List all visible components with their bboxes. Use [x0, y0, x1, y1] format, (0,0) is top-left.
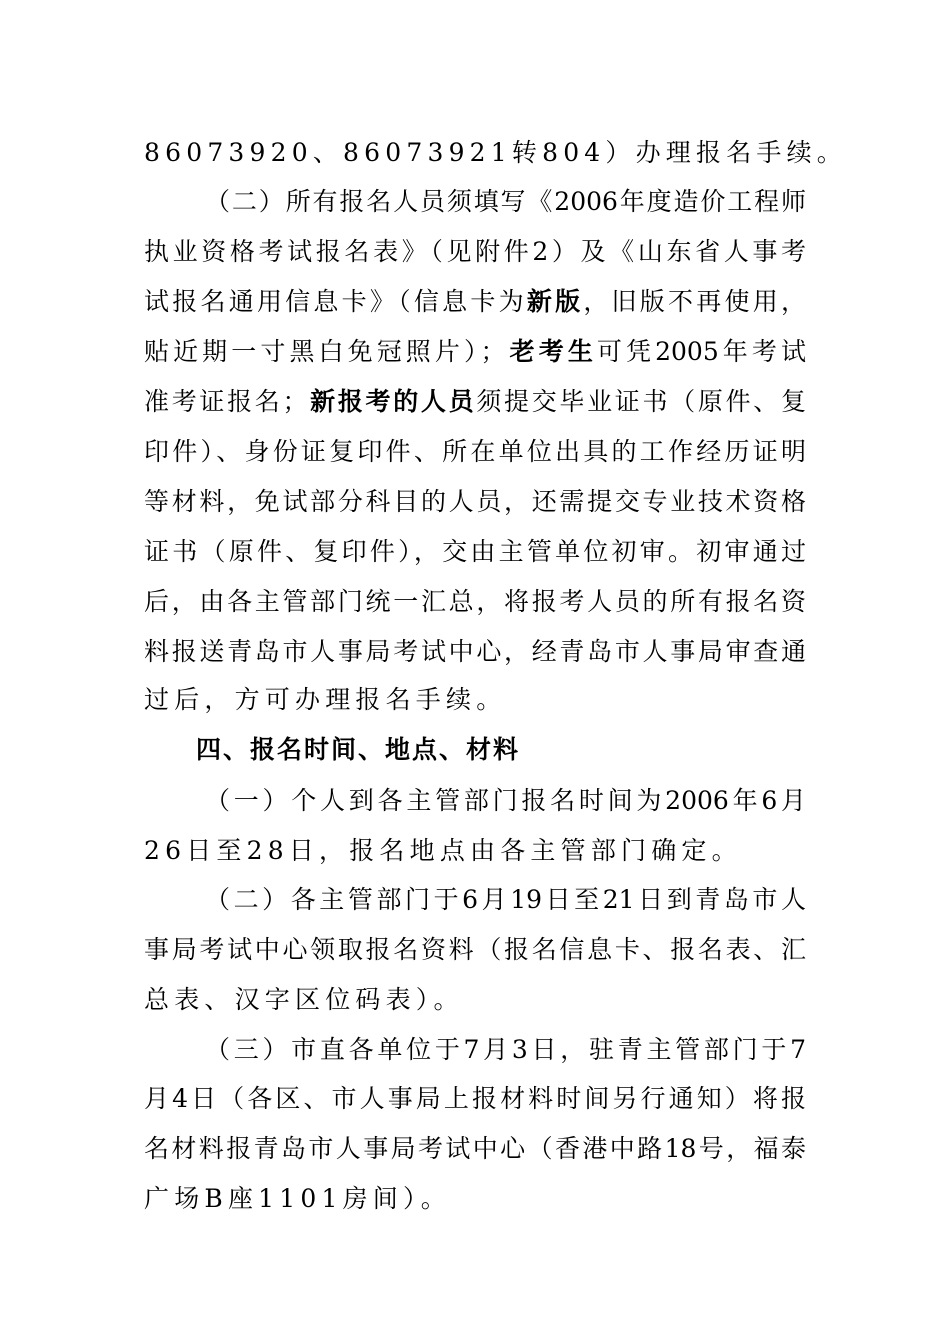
text-line: 广场B座1101房间）。: [144, 1184, 451, 1213]
text-run: 贴近期一寸黑白免冠照片）；: [144, 337, 506, 366]
text-line: 总表、汉字区位码表）。: [144, 985, 464, 1014]
text-line: 86073920、86073921转804）办理报名手续。: [144, 138, 848, 167]
text-run: ，旧版不再使用，: [583, 287, 806, 316]
text-line: （一）个人到各主管部门报名时间为2006年6月: [205, 786, 806, 815]
text-line: （二）所有报名人员须填写《2006年度造价工程师: [205, 187, 806, 216]
text-line: 月4日（各区、市人事局上报材料时间另行通知）将报: [144, 1084, 806, 1113]
text-line: （二）各主管部门于6月19日至21日到青岛市人: [205, 885, 806, 914]
text-run: 须提交毕业证书（原件、复: [476, 387, 806, 416]
text-line: [144, 285, 806, 319]
bold-text-run: 老考生: [505, 337, 597, 366]
text-line: [144, 335, 806, 369]
text-line: 名材料报青岛市人事局考试中心（香港中路18号，福泰: [144, 1134, 806, 1163]
text-line: [144, 385, 806, 419]
text-run: 准考证报名；: [144, 387, 308, 416]
text-line: 等材料，免试部分科目的人员，还需提交专业技术资格: [144, 487, 806, 516]
text-line: 料报送青岛市人事局考试中心，经青岛市人事局审查通: [144, 637, 806, 666]
text-line: 执业资格考试报名表》（见附件2）及《山东省人事考: [144, 237, 806, 266]
text-line: 证书（原件、复印件），交由主管单位初审。初审通过: [144, 537, 806, 566]
text-line: 后，由各主管部门统一汇总，将报考人员的所有报名资: [144, 587, 806, 616]
text-run: 试报名通用信息卡》（信息卡为: [144, 287, 527, 316]
text-line: 印件）、身份证复印件、所在单位出具的工作经历证明: [144, 437, 806, 466]
text-run: 可凭2005年考试: [596, 337, 806, 366]
bold-text-run: 新版: [526, 287, 584, 316]
section-heading: 四、报名时间、地点、材料: [196, 735, 521, 764]
text-line: 26日至28日，报名地点由各主管部门确定。: [144, 836, 742, 865]
bold-text-run: 新报考的人员: [307, 387, 477, 416]
text-line: 过后，方可办理报名手续。: [144, 685, 507, 714]
text-line: （三）市直各单位于7月3日，驻青主管部门于7: [205, 1035, 806, 1064]
text-line: 事局考试中心领取报名资料（报名信息卡、报名表、汇: [144, 935, 806, 964]
